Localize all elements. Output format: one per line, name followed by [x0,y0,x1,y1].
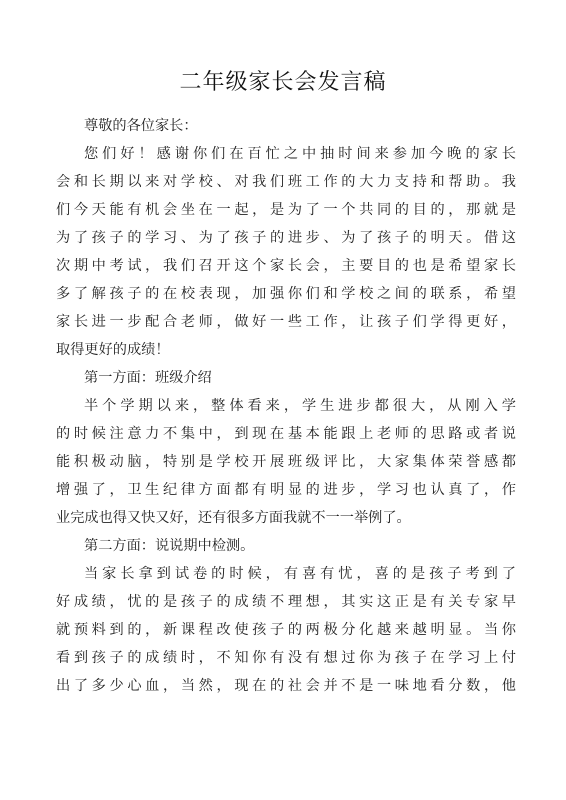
text-line: 增强了，卫生纪律方面都有明显的进步，学习也认真了，作 [56,482,516,498]
text-line: 就预料到的，新课程改使孩子的两极分化越来越明显。当你 [56,622,516,638]
text-line: 第一方面：班级介绍 [84,370,212,386]
text-line: 尊敬的各位家长： [84,118,198,134]
document-title: 二年级家长会发言稿 [179,70,387,95]
text-line: 次期中考试，我们召开这个家长会，主要目的也是希望家长 [56,258,516,274]
text-line: 取得更好的成绩！ [56,342,170,358]
text-line: 看到孩子的成绩时，不知你有没有想过你为孩子在学习上付 [56,650,516,666]
text-line: 家长进一步配合老师，做好一些工作，让孩子们学得更好， [56,314,516,330]
text-line: 当家长拿到试卷的时候，有喜有忧，喜的是孩子考到了 [84,566,516,582]
text-line: 为了孩子的学习、为了孩子的进步、为了孩子的明天。借这 [56,230,516,246]
text-line: 会和长期以来对学校、对我们班工作的大力支持和帮助。我 [56,174,516,190]
text-line: 的时候注意力不集中，到现在基本能跟上老师的思路或者说 [56,426,516,442]
text-line: 好成绩，忧的是孩子的成绩不理想，其实这正是有关专家早 [56,594,516,610]
text-line: 出了多少心血，当然，现在的社会并不是一味地看分数，他 [56,678,516,694]
text-line: 多了解孩子的在校表现，加强你们和学校之间的联系，希望 [56,286,516,302]
text-line: 第二方面：说说期中检测。 [84,538,255,554]
text-line: 们今天能有机会坐在一起，是为了一个共同的目的，那就是 [56,202,516,218]
text-line: 半个学期以来，整体看来，学生进步都很大，从刚入学 [84,398,516,414]
document-body [56,112,516,700]
text-line: 能积极动脑，特别是学校开展班级评比，大家集体荣誉感都 [56,454,516,470]
text-line: 业完成也得又快又好，还有很多方面我就不一一举例了。 [56,510,411,526]
text-line: 您们好！感谢你们在百忙之中抽时间来参加今晚的家长 [84,146,516,162]
